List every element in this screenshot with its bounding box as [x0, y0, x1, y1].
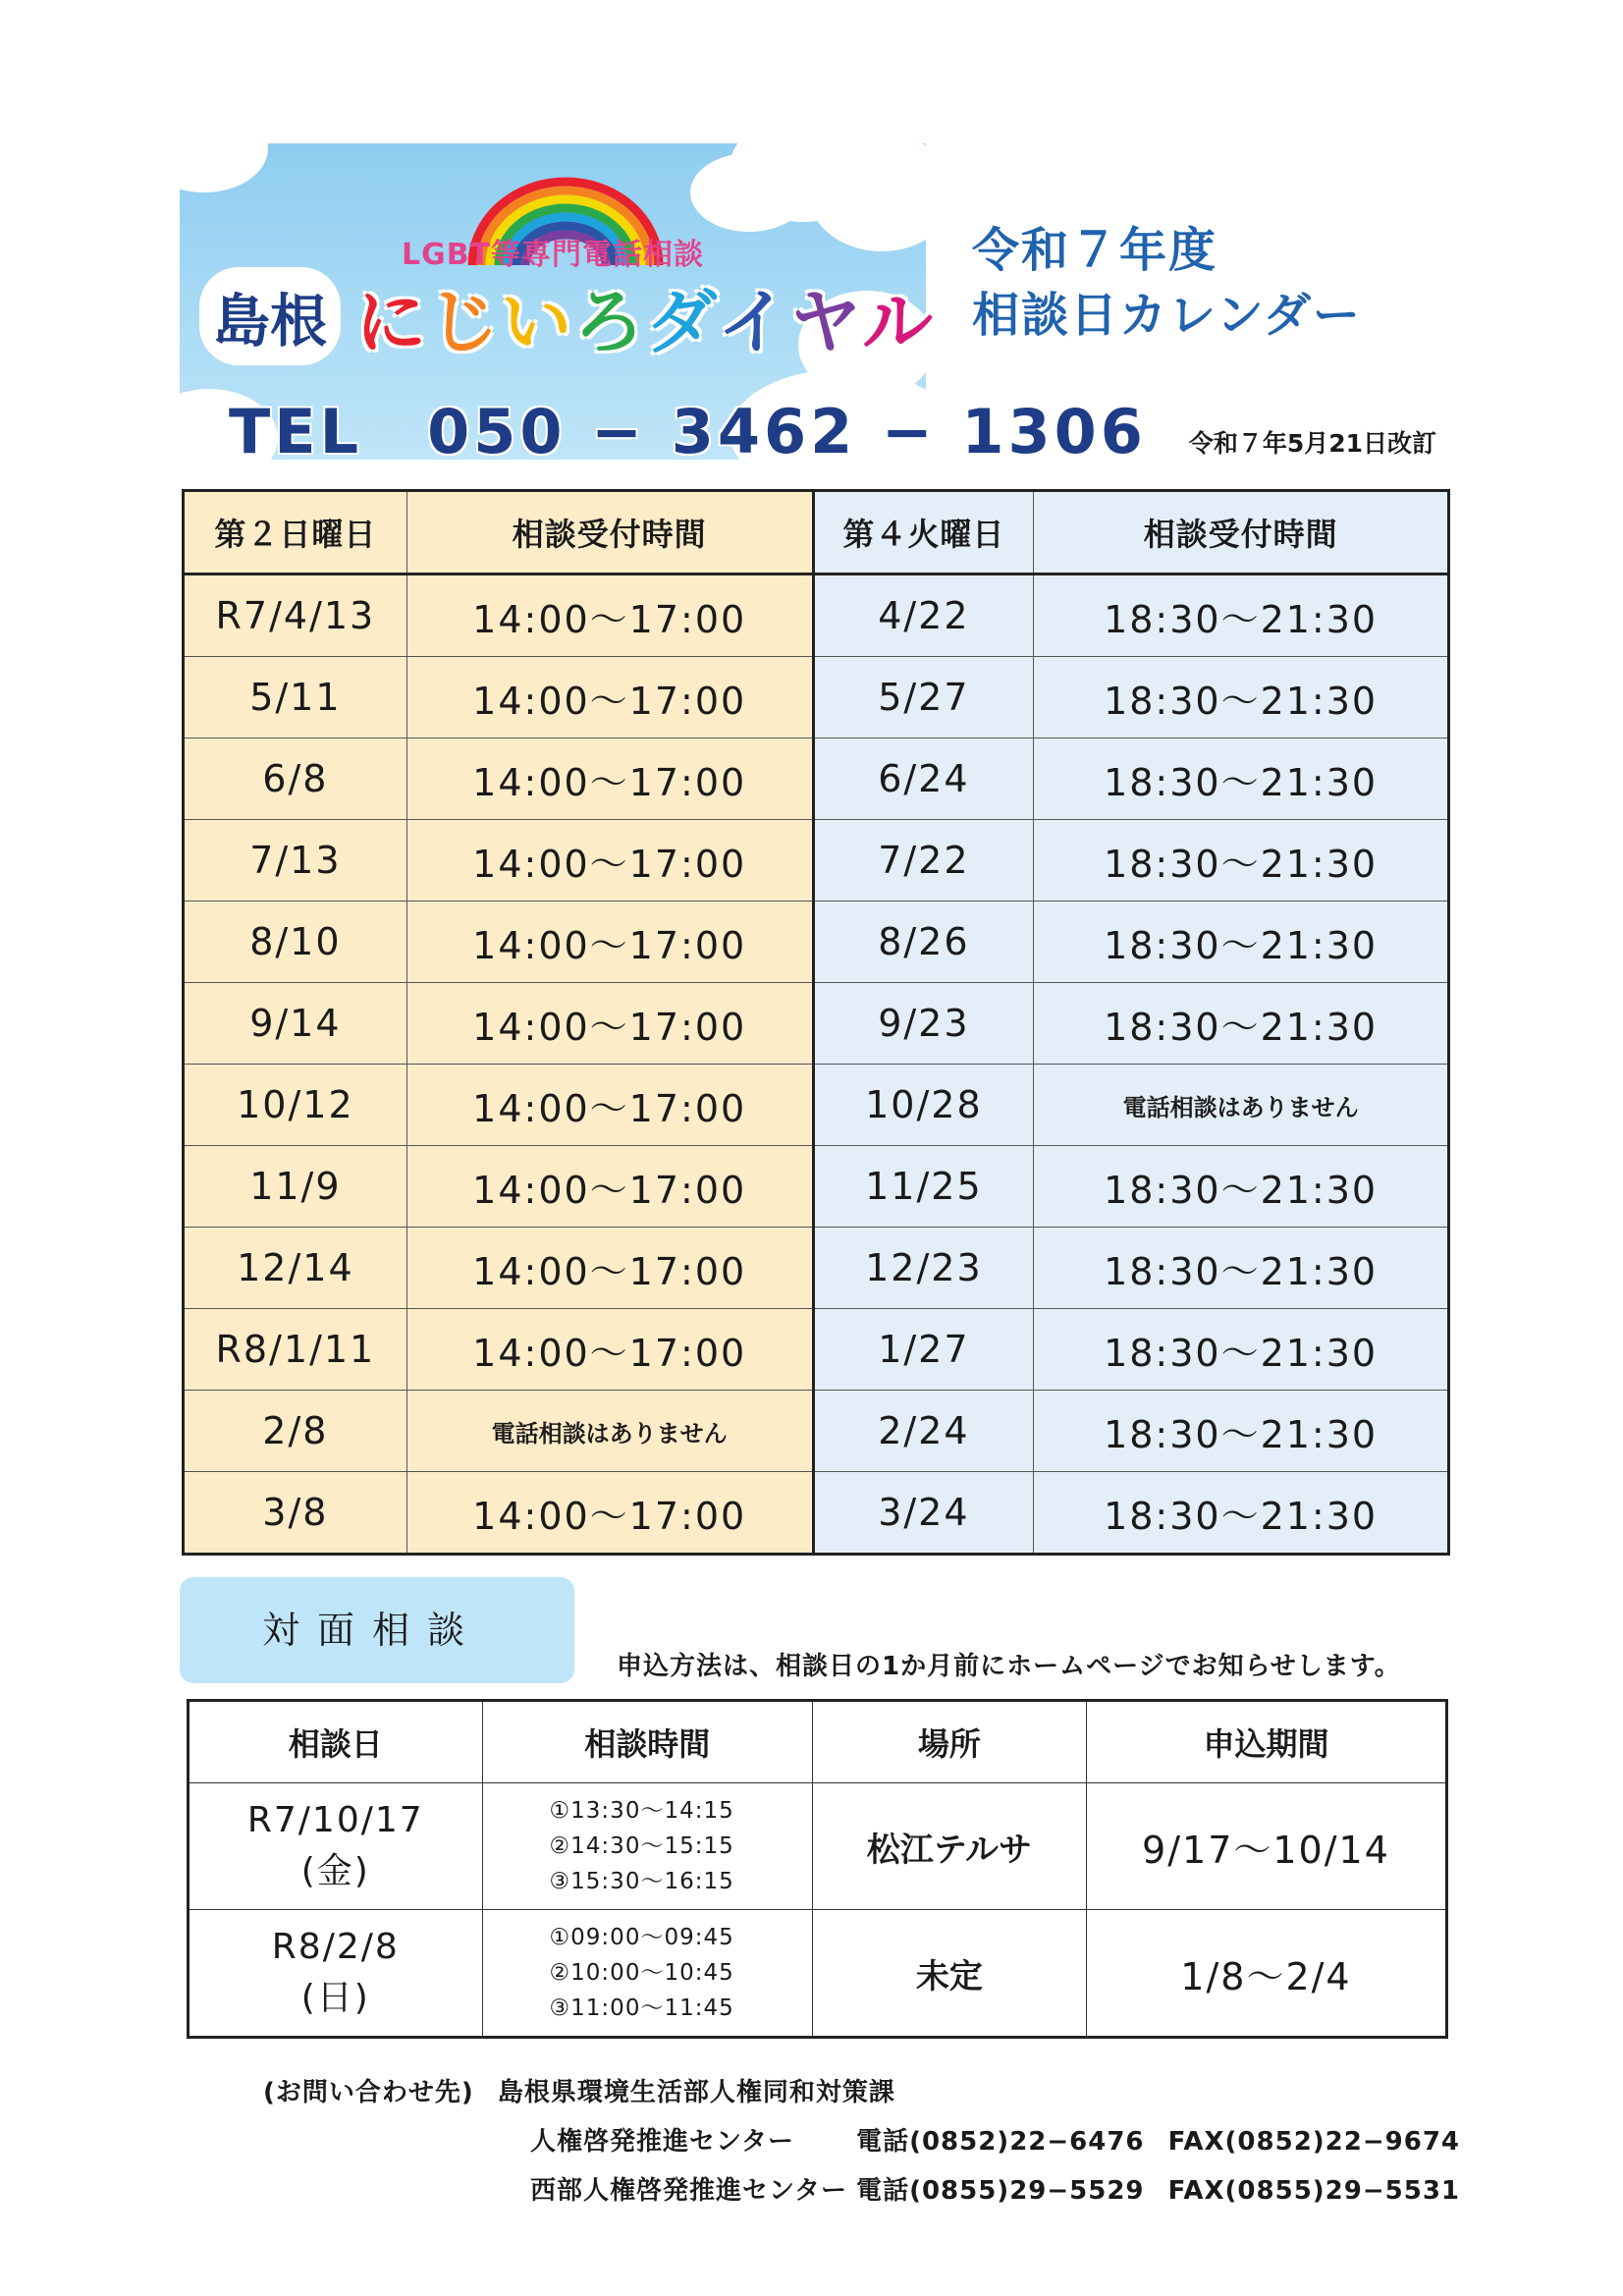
sunday-time: 14:00～17:00 [406, 574, 813, 657]
page-title-line1: 令和７年度 [972, 223, 1218, 278]
tuesday-date: 9/23 [813, 983, 1034, 1065]
table-row [189, 1910, 1447, 2038]
sunday-time: 14:00～17:00 [406, 1309, 813, 1391]
table-row [184, 1228, 1449, 1309]
calendar-header-row [184, 491, 1449, 574]
sunday-date: 11/9 [184, 1146, 407, 1228]
department-name: 島根県環境生活部人権同和対策課 [497, 2078, 895, 2107]
session-weekday: (金) [300, 1851, 370, 1891]
table-row [184, 902, 1449, 983]
tuesday-time: 18:30～21:30 [1034, 1228, 1449, 1309]
table-row [184, 1472, 1449, 1555]
tuesday-date: 6/24 [813, 738, 1034, 820]
header-application-period: 申込期間 [1086, 1701, 1446, 1783]
face-to-face-table [187, 1699, 1448, 2039]
time-slot: ②14:30～15:15 [549, 1833, 734, 1859]
sunday-time: 14:00～17:00 [406, 1228, 813, 1309]
tuesday-date: 4/22 [813, 574, 1034, 657]
tuesday-date: 3/24 [813, 1472, 1034, 1555]
tuesday-date: 12/23 [813, 1228, 1034, 1309]
banner-name-char: い [501, 281, 574, 363]
session-weekday: (日) [300, 1978, 370, 2018]
contact-center1 [530, 2121, 1460, 2158]
center1-tel: 電話(0852)22−6476 [856, 2127, 1145, 2157]
sunday-date: 10/12 [184, 1065, 407, 1146]
tuesday-time: 18:30～21:30 [1034, 738, 1449, 820]
page-title-line2: 相談日カレンダー [972, 288, 1362, 343]
sunday-date: 9/14 [184, 983, 407, 1065]
center2-tel: 電話(0855)29−5529 [856, 2176, 1145, 2206]
table-row [189, 1783, 1447, 1910]
cloud-decoration [140, 104, 268, 192]
application-period: 9/17～10/14 [1086, 1783, 1446, 1910]
table-row [184, 820, 1449, 902]
sunday-date: 5/11 [184, 657, 407, 738]
face-to-face-header-row [189, 1701, 1447, 1783]
banner-name-char: じ [428, 281, 502, 363]
cloud-decoration [690, 153, 808, 232]
header-place: 場所 [812, 1701, 1086, 1783]
sunday-date: 3/8 [184, 1472, 407, 1555]
header-reception-time: 相談受付時間 [1034, 491, 1449, 574]
time-slot: ③11:00～11:45 [549, 1995, 734, 2021]
banner-name-char: イ [717, 281, 790, 363]
center1-name: 人権啓発推進センター [530, 2127, 794, 2157]
center2-fax: FAX(0855)29−5531 [1167, 2176, 1460, 2206]
sunday-time: 電話相談はありません [406, 1391, 813, 1472]
sunday-time: 14:00～17:00 [406, 738, 813, 820]
session-place: 未定 [812, 1910, 1086, 2038]
tuesday-date: 11/25 [813, 1146, 1034, 1228]
table-row [184, 983, 1449, 1065]
header-consultation-date: 相談日 [189, 1701, 483, 1783]
sunday-date: R8/1/11 [184, 1309, 407, 1391]
tuesday-date: 1/27 [813, 1309, 1034, 1391]
header-consultation-time: 相談時間 [482, 1701, 812, 1783]
banner-service-name [355, 265, 935, 367]
banner-name-char: ル [862, 281, 936, 363]
sunday-date: 2/8 [184, 1391, 407, 1472]
center2-name: 西部人権啓発推進センター [530, 2176, 847, 2206]
session-date [189, 1910, 483, 2038]
banner-phone-number: TEL 050 − 3462 − 1306 [229, 396, 1147, 467]
tuesday-date: 7/22 [813, 820, 1034, 902]
contact-center2 [530, 2170, 1460, 2207]
sunday-time: 14:00～17:00 [406, 1146, 813, 1228]
session-date-value: R8/2/8 [271, 1927, 400, 1967]
tuesday-date: 2/24 [813, 1391, 1034, 1472]
header-reception-time: 相談受付時間 [406, 491, 813, 574]
tuesday-time: 18:30～21:30 [1034, 1472, 1449, 1555]
sunday-time: 14:00～17:00 [406, 657, 813, 738]
tuesday-time: 18:30～21:30 [1034, 574, 1449, 657]
tuesday-date: 8/26 [813, 902, 1034, 983]
session-date [189, 1783, 483, 1910]
banner-name-char: ダ [646, 281, 718, 363]
table-row [184, 738, 1449, 820]
session-times [482, 1910, 812, 2038]
header-second-sunday: 第２日曜日 [184, 491, 407, 574]
center1-fax: FAX(0852)22−9674 [1167, 2127, 1460, 2157]
face-to-face-note: 申込方法は、相談日の1か月前にホームページでお知らせします。 [617, 1652, 1401, 1681]
sunday-date: R7/4/13 [184, 574, 407, 657]
time-slot: ②10:00～10:45 [549, 1960, 734, 1986]
banner-name-char: ろ [573, 281, 647, 363]
tuesday-time: 18:30～21:30 [1034, 1391, 1449, 1472]
table-row [184, 574, 1449, 657]
tuesday-date: 10/28 [813, 1065, 1034, 1146]
banner-title [199, 265, 935, 367]
sunday-date: 6/8 [184, 738, 407, 820]
table-row [184, 1065, 1449, 1146]
sunday-date: 12/14 [184, 1228, 407, 1309]
session-times [482, 1783, 812, 1910]
revision-date: 令和７年5月21日改訂 [1188, 429, 1436, 458]
table-row [184, 1391, 1449, 1472]
inquiry-label: (お問い合わせ先) [263, 2078, 474, 2107]
session-place: 松江テルサ [812, 1783, 1086, 1910]
application-period: 1/8～2/4 [1086, 1910, 1446, 2038]
tuesday-time: 電話相談はありません [1034, 1065, 1449, 1146]
time-slot: ③15:30～16:15 [549, 1869, 734, 1894]
time-slot: ①09:00～09:45 [549, 1925, 734, 1950]
header-fourth-tuesday: 第４火曜日 [813, 491, 1034, 574]
time-slot: ①13:30～14:15 [549, 1798, 734, 1824]
tuesday-time: 18:30～21:30 [1034, 820, 1449, 902]
sunday-time: 14:00～17:00 [406, 902, 813, 983]
tuesday-time: 18:30～21:30 [1034, 902, 1449, 983]
sunday-date: 8/10 [184, 902, 407, 983]
table-row [184, 1146, 1449, 1228]
sunday-time: 14:00～17:00 [406, 1065, 813, 1146]
banner-prefecture: 島根 [199, 267, 341, 365]
tuesday-time: 18:30～21:30 [1034, 1146, 1449, 1228]
sunday-time: 14:00～17:00 [406, 983, 813, 1065]
banner-name-char: ヤ [789, 281, 863, 363]
table-row [184, 657, 1449, 738]
page-title [972, 218, 1362, 348]
sunday-time: 14:00～17:00 [406, 820, 813, 902]
session-date-value: R7/10/17 [246, 1800, 424, 1840]
sunday-time: 14:00～17:00 [406, 1472, 813, 1555]
consultation-calendar-table [182, 489, 1450, 1556]
tuesday-date: 5/27 [813, 657, 1034, 738]
tuesday-time: 18:30～21:30 [1034, 1309, 1449, 1391]
banner-name-char: に [355, 281, 429, 363]
banner-subtitle: LGBT等専門電話相談 [401, 238, 705, 272]
tuesday-time: 18:30～21:30 [1034, 657, 1449, 738]
tuesday-time: 18:30～21:30 [1034, 983, 1449, 1065]
table-row [184, 1309, 1449, 1391]
sunday-date: 7/13 [184, 820, 407, 902]
face-to-face-label: 対面相談 [180, 1577, 574, 1683]
inquiry-line [263, 2072, 895, 2108]
